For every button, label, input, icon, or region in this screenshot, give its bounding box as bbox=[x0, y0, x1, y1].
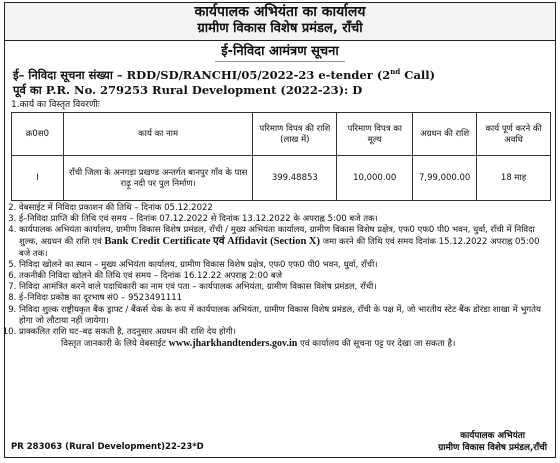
tender-notice bbox=[4, 2, 556, 458]
signatory-office: ग्रामीण विकास विशेष प्रमंडल,राँची bbox=[438, 443, 547, 453]
item-bold-text: Bank Credit Certificate एवं Affidavit (Section X) bbox=[104, 236, 320, 248]
closing-note bbox=[5, 338, 555, 351]
office-header bbox=[5, 3, 555, 41]
division-name: ग्रामीण विकास विशेष प्रमंडल, राँची bbox=[197, 21, 363, 36]
list-item: 3. ई–निविदा प्राप्ति की तिथि एवं समय – दिनांक 07.12.2022 से दिनांक 13.12.2022 के अपराह्न 5:00 बजे तक। bbox=[19, 214, 549, 225]
list-item: 10. प्राक्कलित राशि घट–बढ़ सकती है, तदनुसार अग्रधन की राशि देय होगी। bbox=[19, 327, 549, 338]
list-item: 9. निविदा शुल्क राष्ट्रीयकृत बैंक ड्राफ्ट / बैंकर्स चेक के रूप में कार्यपालक अभियंता, ग्रामीण विकास विशेष प्रमंडल, राँची के पक्ष में, जो भारतीय स्टेट बैंक डोरंडा शाखा में भुगतेय होगा जो लौटाया नहीं जायेगा। bbox=[19, 305, 549, 327]
notice-suffix: Call) bbox=[400, 67, 436, 82]
notice-items bbox=[5, 203, 555, 338]
col-header: क्र0स0 bbox=[12, 112, 64, 155]
list-item: 6. तकनीकी निविदा खोलने की तिथि एवं समय – दिनांक 16.12.22 अपराह्न 2:00 बजे bbox=[19, 271, 549, 282]
signature-block bbox=[438, 430, 547, 454]
notice-sup: nd bbox=[390, 67, 401, 76]
pr-number: PR 283063 (Rural Development)22-23*D bbox=[11, 442, 204, 452]
notice-ref: RDD/SD/RANCHI/05/2022-23 e-tender (2 bbox=[126, 67, 391, 82]
notice-prefix: ई– निविदा सूचना संख्या – bbox=[13, 67, 123, 82]
table-cell: 7,99,000.00 bbox=[413, 155, 477, 200]
notice-title: ई-निविदा आमंत्रण सूचना bbox=[215, 43, 345, 62]
list-item bbox=[19, 225, 549, 260]
col-header: परिमाण विपत्र की राशि (लाख में) bbox=[253, 112, 337, 155]
table-cell: 10,000.00 bbox=[337, 155, 413, 200]
notice-line-1 bbox=[13, 64, 549, 83]
list-item: 2. वेबसाईट में निविदा प्रकाशन की तिथि – दिनांक 05.12.2022 bbox=[19, 203, 549, 214]
work-table bbox=[11, 112, 551, 201]
office-name: कार्यपालक अभियंता का कार्यालय bbox=[194, 4, 366, 20]
list-item: 8. ई–निविदा प्रकोष्ठ का दूरभाष सं0 – 9523491111 bbox=[19, 293, 549, 304]
col-header: कार्य पूर्ण करने की अवधि bbox=[477, 112, 551, 155]
table-cell: राँची जिला के अनगड़ा प्रखण्ड अन्तर्गत बानपुर गाँव के पास राढ़ू नदी पर पुल निर्माण। bbox=[63, 155, 252, 200]
closing-suffix: एवं कार्यालय की सूचना पट्ट पर देखा जा सकता है। bbox=[300, 339, 456, 350]
table-header-row bbox=[12, 112, 551, 155]
col-header: कार्य का नाम bbox=[63, 112, 252, 155]
table-row bbox=[12, 155, 551, 200]
col-header: अग्रधन की राशि bbox=[413, 112, 477, 155]
closing-prefix: विस्तृत जानकारी के लिये वेबसाईट bbox=[61, 339, 166, 350]
col-header: परिमाण विपत्र का मूल्य bbox=[337, 112, 413, 155]
notice-number bbox=[5, 62, 555, 98]
work-desc-label: 1.कार्य का विस्तृत विवरणीः bbox=[11, 99, 100, 110]
table-cell: I bbox=[12, 155, 64, 200]
item-text-tail: जमा करने की तिथि एवं समय दिनांक 15.12.2022 अपराह्न 05:00 बजे तक। bbox=[19, 237, 540, 259]
list-item: 7. निविदा आमंत्रित करने वाले पदाधिकारी का नाम एवं पता – कार्यपालक अभियंता, ग्रामीण विकास विशेष प्रमंडल, राँची। bbox=[19, 282, 549, 293]
signatory-title: कार्यपालक अभियंता bbox=[460, 431, 526, 441]
table-cell: 399.48853 bbox=[253, 155, 337, 200]
footer bbox=[11, 430, 547, 454]
table-cell: 18 माह bbox=[477, 155, 551, 200]
list-item: 5. निविदा खोलने का स्थान – मुख्य अभियंता कार्यालय, ग्रामीण विकास विशेष प्रक्षेत्र, एफ0 एफ0 पी0 भवन, धुर्वा, राँची। bbox=[19, 260, 549, 271]
website-link[interactable]: www.jharkhandtenders.gov.in bbox=[168, 338, 298, 350]
notice-line-2: पूर्व का P.R. No. 279253 Rural Development (2022-23): D bbox=[13, 82, 363, 97]
item-text: कार्यपालक अभियंता कार्यालय, ग्रामीण विकास विशेष प्रमंडल, राँची / मुख्य अभियंता कार्यालय, ग्रामीण विकास विशेष प्रक्षेत्र, एफ0 एफ0 पी0 भवन, धुर्वा, राँची में निविदा शुल्क, अग्रधन की राशि एवं bbox=[19, 225, 535, 248]
